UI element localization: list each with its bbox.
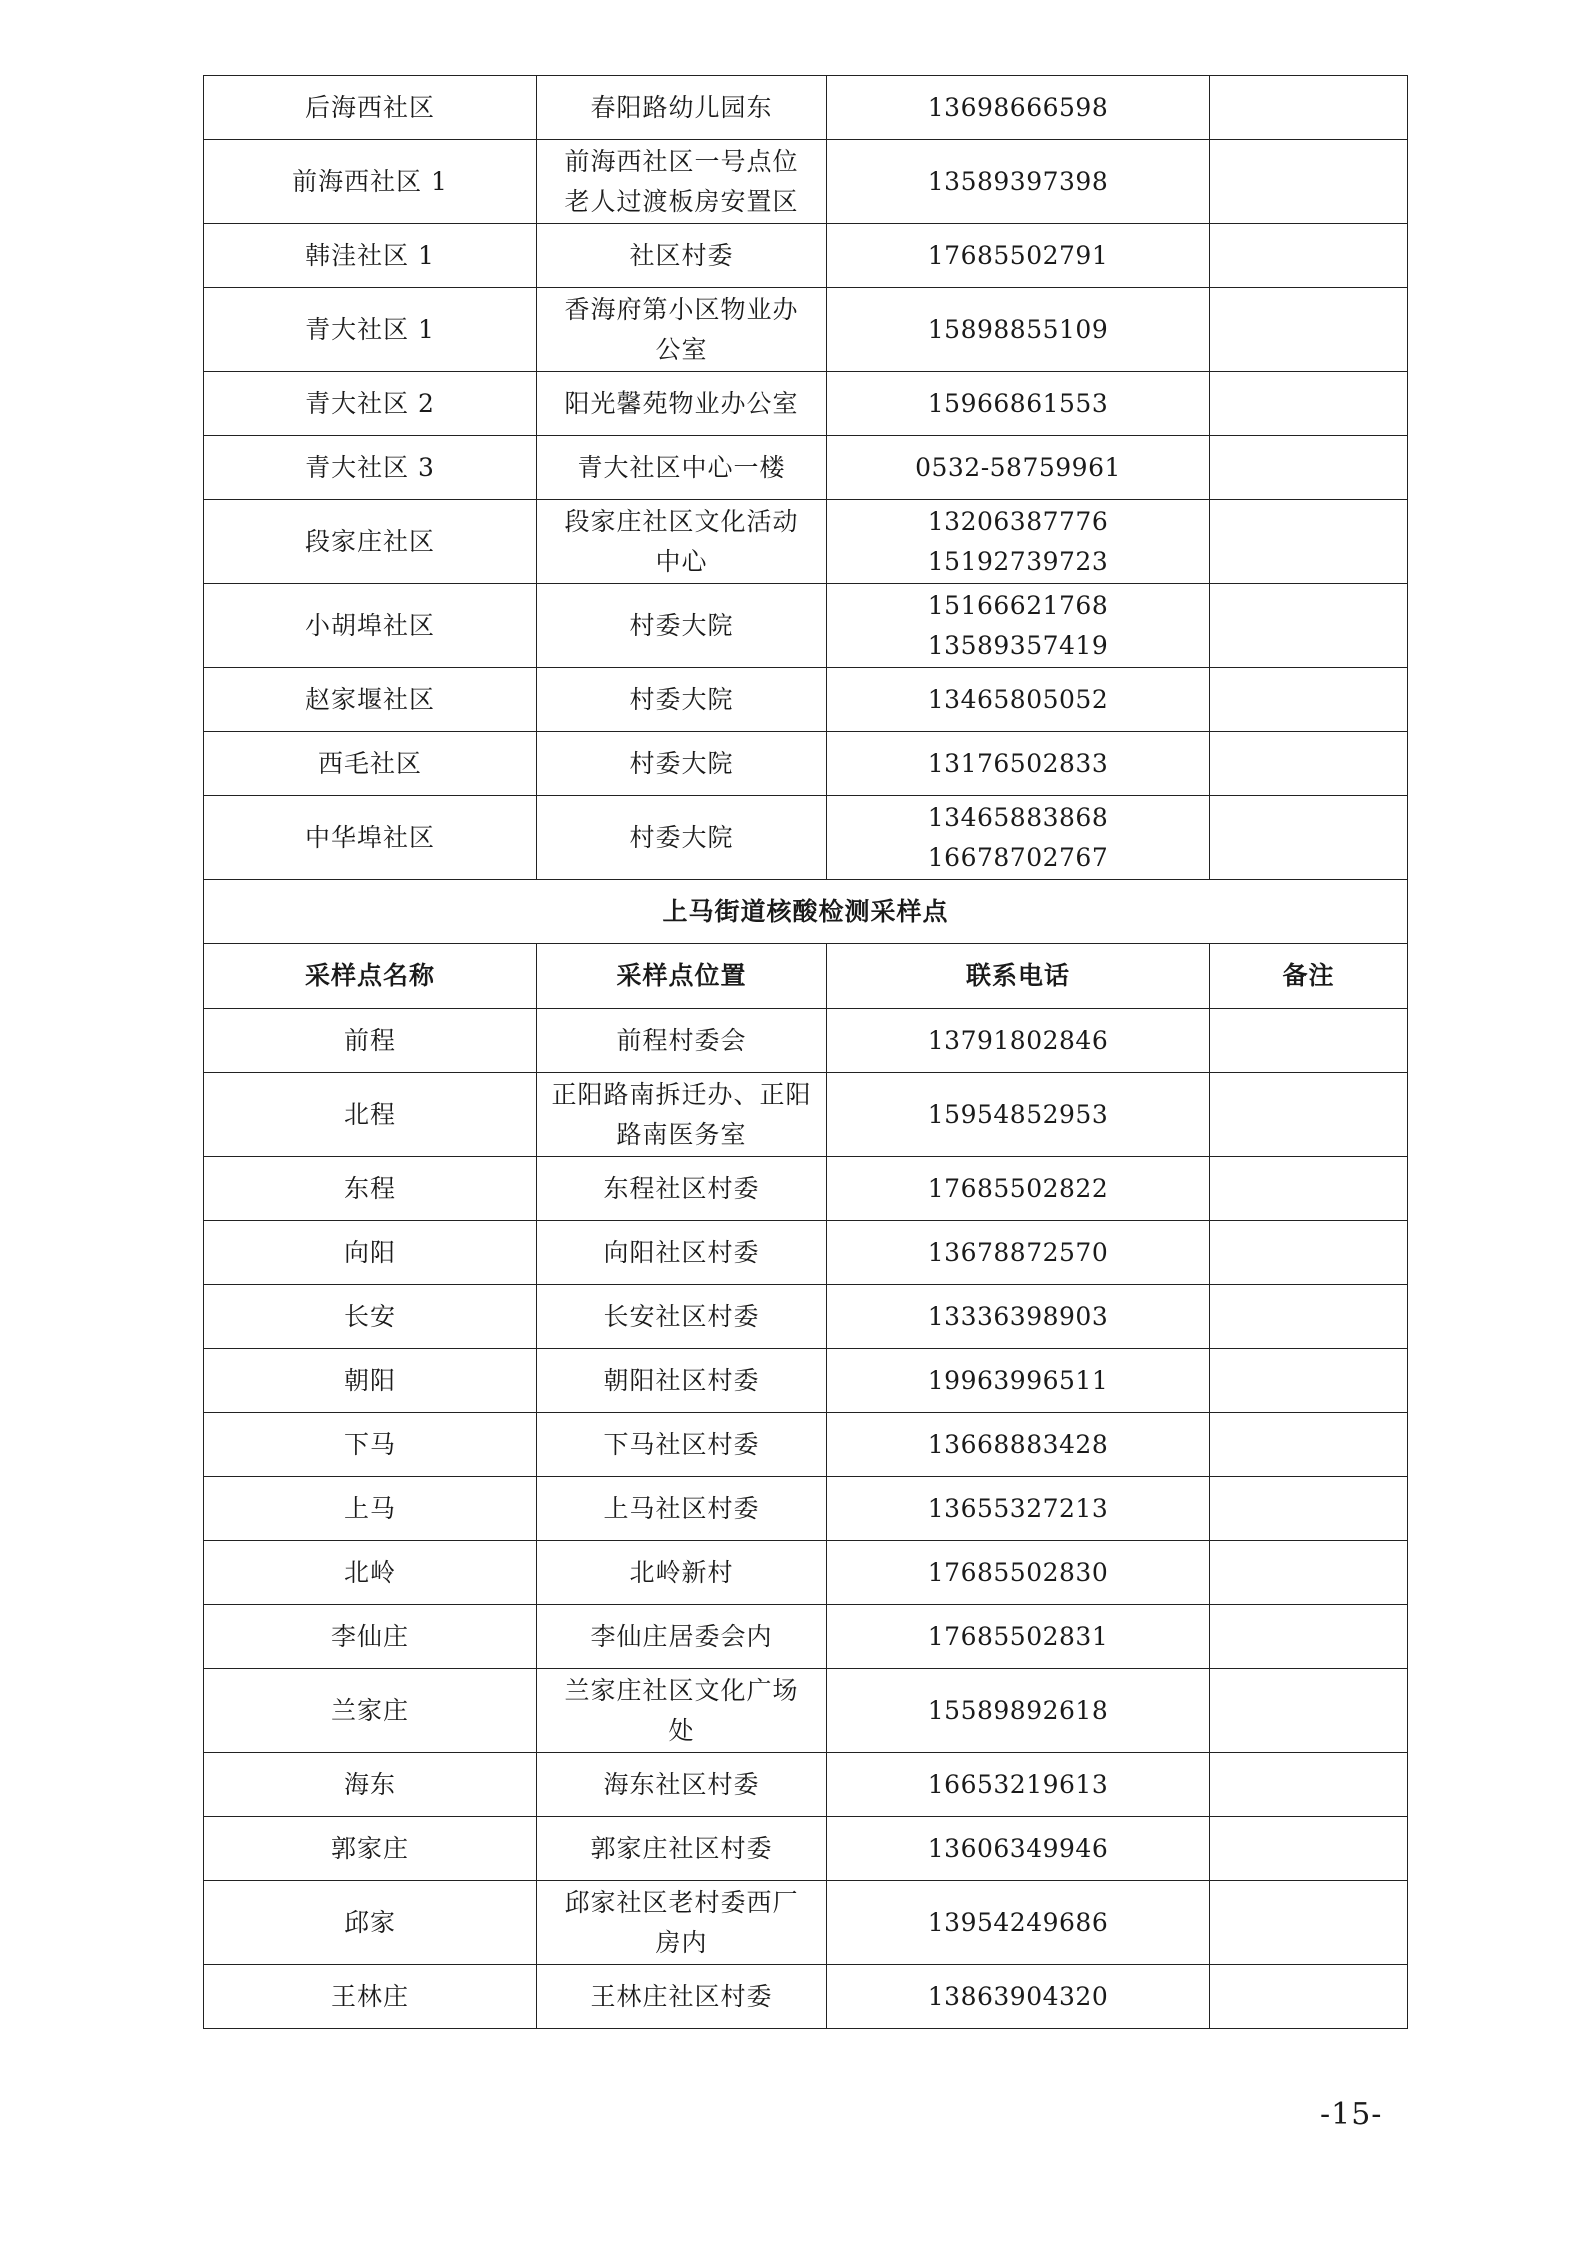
- cell-location: [537, 1477, 827, 1541]
- cell-name: 东程: [204, 1157, 537, 1221]
- location-line: 海东社区村委: [603, 1769, 760, 1799]
- cell-location: [537, 76, 827, 140]
- phone-number: 15954852953: [927, 1099, 1109, 1129]
- header-name: 采样点名称: [204, 944, 537, 1009]
- cell-phone: [827, 372, 1210, 436]
- cell-phone: [827, 1753, 1210, 1817]
- cell-phone: [827, 1669, 1210, 1753]
- table1-body: [204, 76, 1408, 880]
- cell-name: 北程: [204, 1073, 537, 1157]
- location-line: 前海西社区一号点位: [564, 146, 799, 176]
- cell-location: [537, 1413, 827, 1477]
- cell-note: [1210, 1541, 1408, 1605]
- phone-number: 0532-58759961: [915, 452, 1121, 482]
- phone-number: 13668883428: [927, 1429, 1109, 1459]
- location-line: 村委大院: [629, 684, 734, 714]
- location-line: 东程社区村委: [603, 1173, 760, 1203]
- table-row: [204, 1669, 1408, 1753]
- table-row: [204, 584, 1408, 668]
- cell-location: [537, 1669, 827, 1753]
- cell-name: 下马: [204, 1413, 537, 1477]
- cell-phone: [827, 1157, 1210, 1221]
- phone-number: 13791802846: [927, 1025, 1109, 1055]
- location-line: 北岭新村: [629, 1557, 734, 1587]
- location-line: 路南医务室: [616, 1119, 747, 1149]
- cell-name: 李仙庄: [204, 1605, 537, 1669]
- table-row: [204, 1541, 1408, 1605]
- cell-note: [1210, 1413, 1408, 1477]
- table-row: [204, 1881, 1408, 1965]
- cell-note: [1210, 1157, 1408, 1221]
- location-line: 郭家庄社区村委: [590, 1833, 773, 1863]
- cell-location: [537, 796, 827, 880]
- cell-location: [537, 1605, 827, 1669]
- cell-name: 青大社区 2: [204, 372, 537, 436]
- cell-name: 北岭: [204, 1541, 537, 1605]
- section-title-row: [204, 880, 1408, 944]
- cell-note: [1210, 1753, 1408, 1817]
- cell-name: 向阳: [204, 1221, 537, 1285]
- cell-note: [1210, 140, 1408, 224]
- cell-name: 郭家庄: [204, 1817, 537, 1881]
- phone-number: 13655327213: [927, 1493, 1109, 1523]
- cell-location: [537, 500, 827, 584]
- cell-note: [1210, 1477, 1408, 1541]
- table-row: [204, 1817, 1408, 1881]
- cell-name: 青大社区 1: [204, 288, 537, 372]
- cell-location: [537, 1073, 827, 1157]
- table-row: [204, 1285, 1408, 1349]
- location-line: 公室: [655, 334, 708, 364]
- phone-number: 13465883868: [927, 802, 1109, 832]
- location-line: 香海府第小区物业办: [564, 294, 799, 324]
- cell-location: [537, 372, 827, 436]
- table-row: [204, 76, 1408, 140]
- phone-number: 15589892618: [927, 1695, 1109, 1725]
- cell-phone: [827, 288, 1210, 372]
- phone-number: 13606349946: [927, 1833, 1109, 1863]
- table2-body: [204, 1009, 1408, 2029]
- cell-note: [1210, 500, 1408, 584]
- cell-name: 邱家: [204, 1881, 537, 1965]
- cell-phone: [827, 584, 1210, 668]
- cell-name: 后海西社区: [204, 76, 537, 140]
- cell-name: 兰家庄: [204, 1669, 537, 1753]
- cell-name: 中华埠社区: [204, 796, 537, 880]
- phone-number: 15192739723: [927, 546, 1109, 576]
- cell-phone: [827, 1817, 1210, 1881]
- cell-phone: [827, 1285, 1210, 1349]
- table-row: [204, 372, 1408, 436]
- table-row: [204, 668, 1408, 732]
- location-line: 春阳路幼儿园东: [590, 92, 773, 122]
- table-row: [204, 224, 1408, 288]
- location-line: 青大社区中心一楼: [577, 452, 786, 482]
- cell-location: [537, 1965, 827, 2029]
- table-row: [204, 1221, 1408, 1285]
- table-row: [204, 1157, 1408, 1221]
- cell-location: [537, 224, 827, 288]
- cell-phone: [827, 1881, 1210, 1965]
- cell-phone: [827, 1009, 1210, 1073]
- location-line: 老人过渡板房安置区: [564, 186, 799, 216]
- table-row: [204, 1073, 1408, 1157]
- cell-location: [537, 1881, 827, 1965]
- phone-number: 17685502822: [927, 1173, 1109, 1203]
- location-line: 上马社区村委: [603, 1493, 760, 1523]
- cell-phone: [827, 436, 1210, 500]
- phone-number: 16678702767: [927, 842, 1109, 872]
- cell-name: 青大社区 3: [204, 436, 537, 500]
- cell-name: 朝阳: [204, 1349, 537, 1413]
- phone-number: 13465805052: [927, 684, 1109, 714]
- header-note: 备注: [1210, 944, 1408, 1009]
- sampling-points-table: [203, 75, 1408, 2029]
- cell-note: [1210, 1605, 1408, 1669]
- phone-number: 13589357419: [927, 630, 1109, 660]
- cell-phone: [827, 1541, 1210, 1605]
- location-line: 李仙庄居委会内: [590, 1621, 773, 1651]
- phone-number: 13678872570: [927, 1237, 1109, 1267]
- phone-number: 13336398903: [927, 1301, 1109, 1331]
- phone-number: 13954249686: [927, 1907, 1109, 1937]
- cell-note: [1210, 1669, 1408, 1753]
- cell-location: [537, 1157, 827, 1221]
- cell-note: [1210, 1073, 1408, 1157]
- phone-number: 13698666598: [927, 92, 1109, 122]
- cell-location: [537, 1817, 827, 1881]
- location-line: 段家庄社区文化活动: [564, 506, 799, 536]
- location-line: 社区村委: [629, 240, 734, 270]
- cell-location: [537, 1221, 827, 1285]
- cell-note: [1210, 1817, 1408, 1881]
- cell-location: [537, 1009, 827, 1073]
- cell-location: [537, 436, 827, 500]
- cell-location: [537, 1753, 827, 1817]
- cell-name: 长安: [204, 1285, 537, 1349]
- phone-number: 15966861553: [927, 388, 1109, 418]
- cell-name: 海东: [204, 1753, 537, 1817]
- cell-location: [537, 140, 827, 224]
- location-line: 前程村委会: [616, 1025, 747, 1055]
- cell-note: [1210, 372, 1408, 436]
- location-line: 处: [668, 1715, 695, 1745]
- cell-note: [1210, 1881, 1408, 1965]
- location-line: 兰家庄社区文化广场: [564, 1675, 799, 1705]
- cell-phone: [827, 500, 1210, 584]
- cell-location: [537, 1285, 827, 1349]
- cell-phone: [827, 1413, 1210, 1477]
- cell-note: [1210, 436, 1408, 500]
- table-row: [204, 1965, 1408, 2029]
- location-line: 阳光馨苑物业办公室: [564, 388, 799, 418]
- phone-number: 13863904320: [927, 1981, 1109, 2011]
- phone-number: 16653219613: [927, 1769, 1109, 1799]
- table-row: [204, 436, 1408, 500]
- location-line: 向阳社区村委: [603, 1237, 760, 1267]
- cell-phone: [827, 1965, 1210, 2029]
- cell-name: 小胡埠社区: [204, 584, 537, 668]
- phone-number: 17685502831: [927, 1621, 1109, 1651]
- location-line: 村委大院: [629, 748, 734, 778]
- cell-phone: [827, 796, 1210, 880]
- cell-note: [1210, 584, 1408, 668]
- header-location: 采样点位置: [537, 944, 827, 1009]
- phone-number: 15166621768: [927, 590, 1109, 620]
- section-block: [204, 880, 1408, 1009]
- cell-location: [537, 1349, 827, 1413]
- cell-name: 前海西社区 1: [204, 140, 537, 224]
- page-number: -15-: [1320, 2097, 1383, 2132]
- cell-name: 王林庄: [204, 1965, 537, 2029]
- cell-note: [1210, 1349, 1408, 1413]
- cell-phone: [827, 1477, 1210, 1541]
- cell-phone: [827, 1605, 1210, 1669]
- cell-location: [537, 288, 827, 372]
- location-line: 村委大院: [629, 610, 734, 640]
- cell-note: [1210, 1221, 1408, 1285]
- location-line: 邱家社区老村委西厂: [564, 1887, 799, 1917]
- cell-name: 前程: [204, 1009, 537, 1073]
- cell-note: [1210, 76, 1408, 140]
- location-line: 下马社区村委: [603, 1429, 760, 1459]
- location-line: 房内: [655, 1927, 708, 1957]
- table-row: [204, 1753, 1408, 1817]
- cell-note: [1210, 288, 1408, 372]
- cell-name: 上马: [204, 1477, 537, 1541]
- location-line: 正阳路南拆迁办、正阳: [551, 1079, 812, 1109]
- location-line: 朝阳社区村委: [603, 1365, 760, 1395]
- cell-phone: [827, 140, 1210, 224]
- header-row: [204, 944, 1408, 1009]
- cell-note: [1210, 1965, 1408, 2029]
- cell-name: 段家庄社区: [204, 500, 537, 584]
- cell-phone: [827, 732, 1210, 796]
- cell-name: 赵家堰社区: [204, 668, 537, 732]
- cell-note: [1210, 224, 1408, 288]
- header-phone: 联系电话: [827, 944, 1210, 1009]
- phone-number: 17685502830: [927, 1557, 1109, 1587]
- phone-number: 13206387776: [927, 506, 1109, 536]
- cell-name: 西毛社区: [204, 732, 537, 796]
- table-row: [204, 1349, 1408, 1413]
- phone-number: 19963996511: [927, 1365, 1109, 1395]
- table-row: [204, 1009, 1408, 1073]
- cell-phone: [827, 1349, 1210, 1413]
- cell-phone: [827, 76, 1210, 140]
- table-row: [204, 1477, 1408, 1541]
- location-line: 中心: [655, 546, 708, 576]
- table-row: [204, 732, 1408, 796]
- cell-note: [1210, 732, 1408, 796]
- location-line: 村委大院: [629, 822, 734, 852]
- cell-note: [1210, 1285, 1408, 1349]
- table-row: [204, 1413, 1408, 1477]
- table-row: [204, 288, 1408, 372]
- table-row: [204, 500, 1408, 584]
- cell-phone: [827, 668, 1210, 732]
- cell-note: [1210, 796, 1408, 880]
- cell-location: [537, 1541, 827, 1605]
- table-row: [204, 140, 1408, 224]
- location-line: 王林庄社区村委: [590, 1981, 773, 2011]
- cell-note: [1210, 668, 1408, 732]
- cell-note: [1210, 1009, 1408, 1073]
- phone-number: 17685502791: [927, 240, 1109, 270]
- phone-number: 13589397398: [927, 166, 1109, 196]
- cell-phone: [827, 1073, 1210, 1157]
- cell-name: 韩洼社区 1: [204, 224, 537, 288]
- document-sheet: [203, 75, 1407, 2029]
- table-row: [204, 1605, 1408, 1669]
- phone-number: 15898855109: [927, 314, 1109, 344]
- phone-number: 13176502833: [927, 748, 1109, 778]
- table-row: [204, 796, 1408, 880]
- location-line: 长安社区村委: [603, 1301, 760, 1331]
- cell-location: [537, 732, 827, 796]
- cell-phone: [827, 1221, 1210, 1285]
- cell-location: [537, 584, 827, 668]
- cell-phone: [827, 224, 1210, 288]
- section-title: 上马街道核酸检测采样点: [204, 880, 1408, 944]
- cell-location: [537, 668, 827, 732]
